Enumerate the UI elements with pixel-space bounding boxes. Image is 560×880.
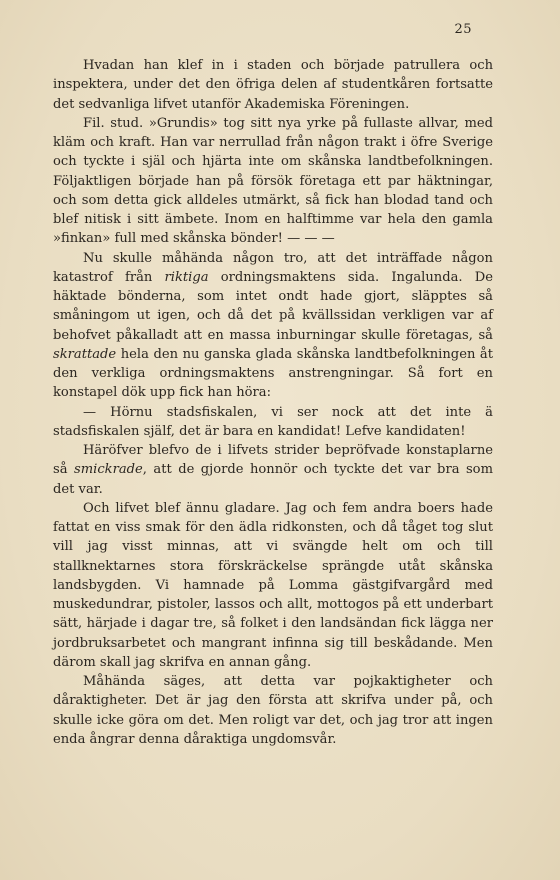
body-text — [53, 56, 493, 749]
italic-word: skrattade — [53, 346, 117, 362]
paragraph: Hvadan han klef in i staden och började patrullera och inspektera, under det den öfriga delen af studentkåren fortsatte det sedvanliga lifvet utanför Akademiska Föreningen. — [53, 58, 493, 112]
paragraph: Måhända säges, att detta var pojkaktigheter och dåraktigheter. Det är jag den första att skrifva under på, och skulle icke göra om det. Men roligt var det, och jag tror att ingen enda ångrar denna dåraktiga ungdomsvår. — [53, 674, 493, 747]
italic-word: riktiga — [164, 269, 209, 285]
italic-word: smickrade — [74, 462, 143, 478]
paragraph: Och lifvet blef ännu gladare. Jag och fem andra boers hade fattat en viss smak för den ädla ridkonsten, och då tåget tog slut vill jag visst minnas, att vi svängde helt om och till stallknektarnes stora förskräckelse sprängde utåt skånska landsbygden. Vi hamnade på Lomma gästgifvargård med muskedundrar, pistoler, lassos och allt, mottogos på ett underbart sätt, härjade i dagar tre, så folket i den landsändan fick lägga ner jordbruksarbetet och mangrant infinna sig till beskådande. Men därom skall jag skrifva en annan gång. — [53, 500, 493, 670]
paragraph: Fil. stud. »Grundis» tog sitt nya yrke på fullaste allvar, med kläm och kraft. Han var nerrullad från någon trakt i öfre Sverige och tyckte i själ och hjärta inte om skånska landtbefolkningen. Följaktligen började han på försök företaga ett par häktningar, och som detta gick alldeles utmärkt, så fick han blodad tand och blef nitisk i sitt ämbete. Inom en halftimme var hela den gamla »finkan» full med skånska bönder! — — — — [53, 115, 493, 247]
page-number: 25 — [454, 22, 472, 37]
paragraph: Häröfver blefvo de i lifvets strider bepröfvade konstaplarne så smickrade, att de gjorde honnör och tyckte det var bra som det var. — [53, 443, 493, 497]
paragraph: Nu skulle måhända någon tro, att det inträffade någon katastrof från riktiga ordningsmaktens sida. Ingalunda. De häktade bönderna, som intet ondt hade gjort, släpptes så småningom ut igen, och då det på kvällssidan verkligen var af behofvet påkalladt att en massa inburningar skulle företagas, så skrattade hela den nu ganska glada skånska landtbefolkningen åt den verkliga ordningsmaktens anstrengningar. Så fort en konstapel dök upp fick han höra: — [53, 250, 493, 401]
paragraph: — Hörnu stadsfiskalen, vi ser nock att det inte ä stadsfiskalen själf, det är bara en kandidat! Lefve kandidaten! — [53, 404, 493, 439]
